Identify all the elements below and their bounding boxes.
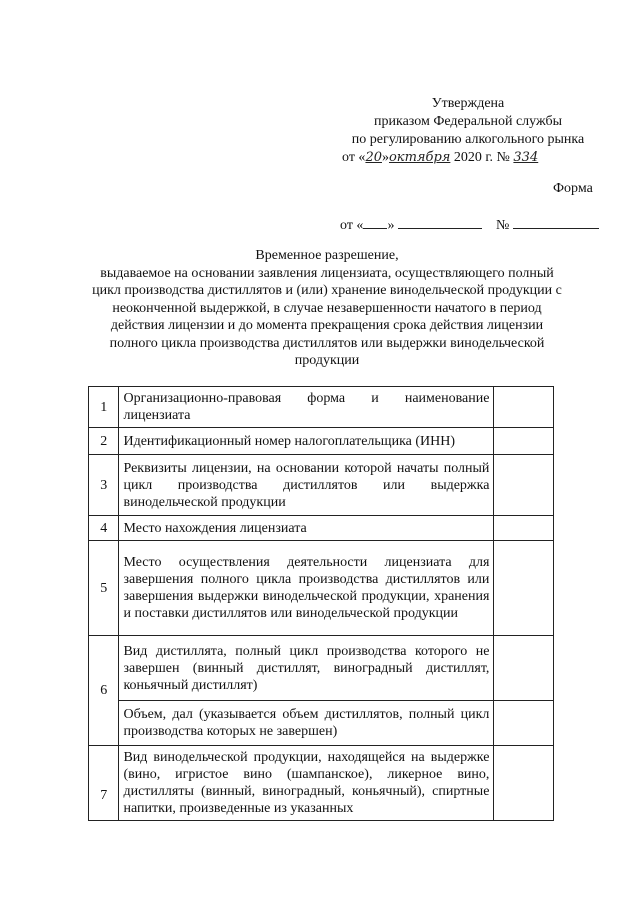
approval-block — [338, 95, 598, 167]
row-number: 4 — [89, 516, 119, 541]
table-row — [89, 428, 554, 455]
row-label-text: Вид винодельческой продукции, находящейся на выдержке (вино, игристое вино (шампанское), ликерное вино, дистилляты (винный, виноградный, коньячный), спиртные напитки, произведенные из указанных — [123, 750, 490, 816]
row-label: Место нахождения лицензиата — [119, 516, 494, 541]
number-line-quote-close: » — [387, 218, 395, 233]
table-row — [89, 455, 554, 516]
form-label: Форма — [553, 181, 593, 196]
row-value-cell[interactable] — [494, 541, 554, 636]
number-date-line — [340, 216, 599, 234]
row-value-cell[interactable] — [494, 387, 554, 428]
row-value-cell[interactable] — [494, 455, 554, 516]
table-row — [89, 387, 554, 428]
date-month-handwritten: октября — [388, 150, 451, 165]
row-number: 1 — [89, 387, 119, 428]
date-prefix: от « — [342, 150, 366, 165]
table-row — [89, 541, 554, 636]
approval-date-line — [338, 149, 598, 167]
date-year: 2020 г. № — [453, 150, 510, 165]
approval-line-2: приказом Федеральной службы — [374, 114, 562, 129]
number-sign: № — [495, 218, 510, 233]
row-value-cell[interactable] — [494, 746, 554, 821]
table-row — [89, 516, 554, 541]
row-value-cell[interactable] — [494, 516, 554, 541]
row-label: Идентификационный номер налогоплательщика (ИНН) — [119, 428, 494, 455]
approval-line-1: Утверждена — [431, 96, 505, 111]
row-value-cell[interactable] — [494, 636, 554, 701]
month-blank — [398, 216, 482, 229]
row-label: Объем, дал (указывается объем дистиллятов, полный цикл производства которых не завершен) — [119, 701, 494, 746]
table-row — [89, 636, 554, 701]
row-label: Место осуществления деятельности лицензиата для завершения полного цикла производства дистиллятов или завершения выдержки винодельческой продукции, хранения и поставки дистиллятов или винодельческой продукции — [119, 541, 494, 636]
date-day-handwritten: 20 — [365, 150, 382, 165]
row-value-cell[interactable] — [494, 701, 554, 746]
title-line-2: выдаваемое на основании заявления лицензиата, осуществляющего полный цикл производства дистиллятов и (или) хранение винодельческой продукции с неоконченной выдержкой, в случае незавершенности начатого в период действия лицензии и до момента прекращения срока действия лицензии полного цикла производства дистиллятов или выдержки винодельческой продукции — [92, 265, 562, 368]
day-blank — [363, 216, 387, 229]
row-number: 5 — [89, 541, 119, 636]
order-number-handwritten: 334 — [513, 150, 539, 165]
row-number: 3 — [89, 455, 119, 516]
row-label: Вид дистиллята, полный цикл производства которого не завершен (винный дистиллят, виноградный дистиллят, коньячный дистиллят) — [119, 636, 494, 701]
row-number: 7 — [89, 746, 119, 821]
approval-line-3: по регулированию алкогольного рынка — [351, 132, 585, 147]
title-line-1: Временное разрешение, — [255, 248, 399, 263]
row-label — [119, 746, 494, 821]
document-title — [92, 247, 562, 370]
row-label: Организационно-правовая форма и наименование лицензиата — [119, 387, 494, 428]
table-row — [89, 701, 554, 746]
number-line-ot: от « — [340, 218, 364, 233]
row-value-cell[interactable] — [494, 428, 554, 455]
row-number: 2 — [89, 428, 119, 455]
table-row — [89, 746, 554, 821]
number-blank — [513, 216, 599, 229]
date-mid: » — [381, 150, 389, 165]
form-table — [88, 386, 554, 821]
row-number: 6 — [89, 636, 119, 746]
row-label: Реквизиты лицензии, на основании которой начаты полный цикл производства дистиллятов или выдержка винодельческой продукции — [119, 455, 494, 516]
